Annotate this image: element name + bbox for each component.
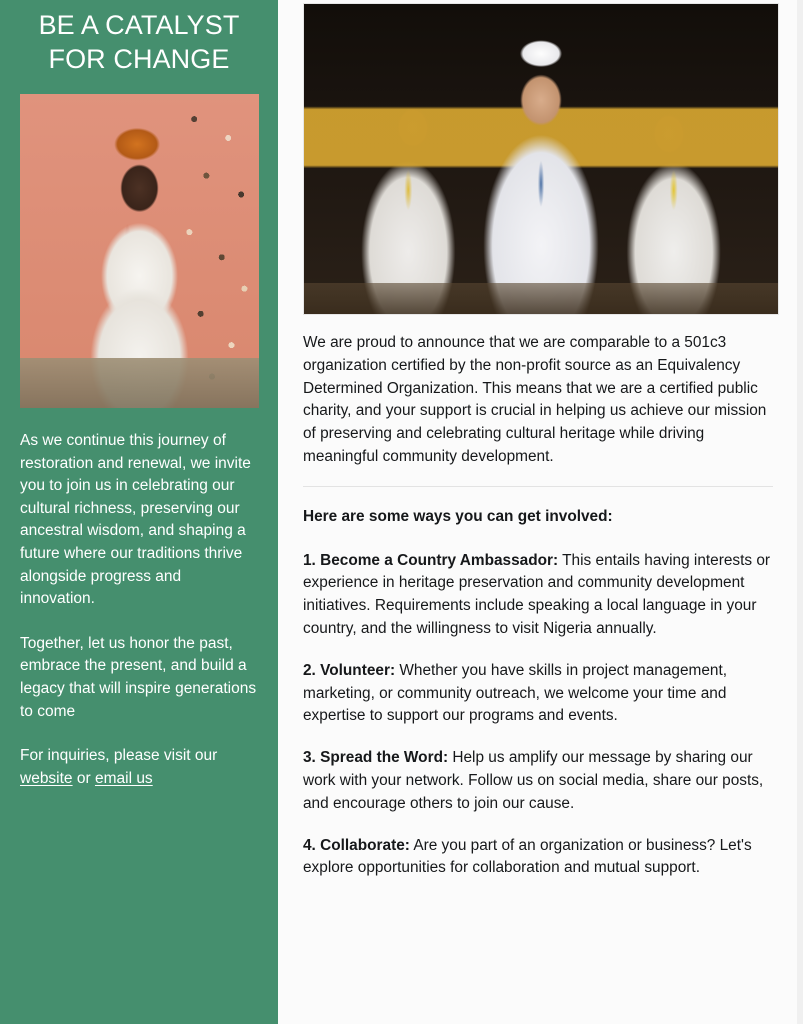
involvement-item-3-text: Help us amplify our message by sharing our work with your network. Follow us on social media, share our posts, and encourage others to join our cause. [303,749,764,812]
inquiries-prefix: For inquiries, please visit our [20,747,218,765]
main-text-block [278,315,797,880]
involvement-item-2-label: 2. Volunteer: [303,661,396,679]
intro-paragraph: We are proud to announce that we are comparable to a 501c3 organization certified by the non-profit source as an Equivalency Determined Organization. This means that we are a certified public charity, and your support is crucial in helping us achieve our mission of preserving and celebrating cultural heritage while driving meaningful community development. [303,334,767,465]
sidebar-photo [20,94,259,408]
website-link[interactable]: website [20,769,73,787]
sidebar-paragraph-3 [20,745,258,790]
involvement-item-2-text: Whether you have skills in project management, marketing, or community outreach, we welcome your time and expertise to support our programs and events. [303,661,727,725]
section-divider [303,486,773,487]
page-title-line-1: BE A CATALYST [38,10,240,40]
involvement-item-1-text: This entails having interests or experience in heritage preservation and community development initiatives. Requirements include speaking a local language in your country, and the willingness to visit Nigeria annually. [303,551,771,637]
page-title [0,0,278,76]
hero-photo-frame [303,3,779,315]
get-involved-heading: Here are some ways you can get involved: [303,507,613,525]
page-title-line-2: FOR CHANGE [48,44,230,74]
involvement-item-4-label: 4. Collaborate: [303,836,410,854]
inquiries-conjunction: or [72,769,95,787]
green-sidebar [0,0,278,1024]
involvement-item-1 [303,550,773,641]
main-content-column [278,0,803,1024]
sidebar-photo-frame [20,94,259,408]
involvement-item-3 [303,747,773,815]
sidebar-paragraph-1: As we continue this journey of restoration and renewal, we invite you to join us in celebrating our cultural richness, preserving our ancestral wisdom, and shaping a future where our traditions thrive alongside progress and innovation. [20,432,251,608]
sidebar-text-block [0,408,278,790]
sidebar-paragraph-2: Together, let us honor the past, embrace the present, and build a legacy that will inspire generations to come [20,634,257,720]
involvement-item-2 [303,660,773,728]
email-us-link[interactable]: email us [94,769,153,787]
involvement-item-4-text: Are you part of an organization or business? Let's explore opportunities for collaboration and mutual support. [303,836,752,877]
involvement-item-3-label: 3. Spread the Word: [303,749,449,767]
involvement-item-1-label: 1. Become a Country Ambassador: [303,551,559,569]
hero-photo [304,4,778,314]
involvement-item-4 [303,835,773,881]
